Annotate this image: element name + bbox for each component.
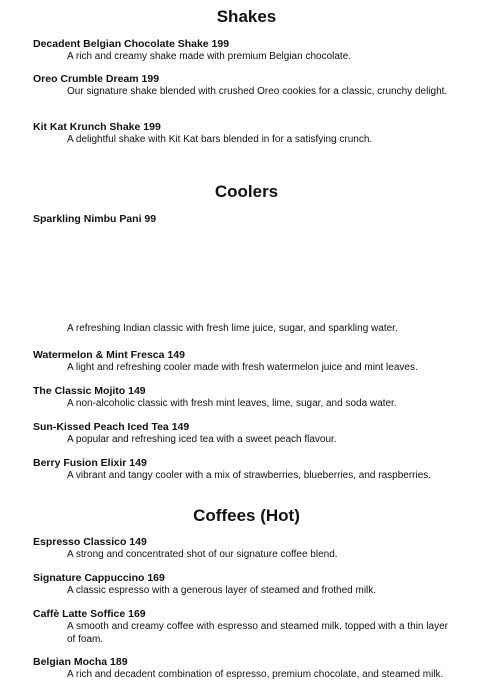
section-title-coffees-hot: Coffees (Hot) [193,506,300,525]
item-name: Espresso Classico 149 [33,536,147,548]
item-description: Our signature shake blended with crushed Oreo cookies for a classic, crunchy delight. [67,86,448,97]
menu-item [33,536,448,562]
item-name: Berry Fusion Elixir 149 [33,457,147,469]
item-name: Watermelon & Mint Fresca 149 [33,349,185,361]
section-title-coolers: Coolers [214,182,279,201]
item-description: A classic espresso with a generous layer of steamed and frothed milk. [67,585,377,596]
item-name: Sparkling Nimbu Pani 99 [33,213,157,225]
item-description: A light and refreshing cooler made with fresh watermelon juice and mint leaves. [67,362,418,373]
item-description: A popular and refreshing iced tea with a sweet peach flavour. [67,434,337,445]
item-description: A rich and creamy shake made with premium Belgian chocolate. [67,51,352,62]
item-description: A non-alcoholic classic with fresh mint leaves, lime, sugar, and soda water. [67,398,397,409]
item-name: Caffè Latte Soffice 169 [33,608,146,620]
item-name: Belgian Mocha 189 [33,656,128,668]
item-name: Oreo Crumble Dream 199 [33,73,160,85]
menu-item [33,656,448,682]
item-description: A strong and concentrated shot of our signature coffee blend. [67,549,338,560]
item-name: Signature Cappuccino 169 [33,572,165,584]
item-description: A vibrant and tangy cooler with a mix of strawberries, blueberries, and raspberries. [67,470,432,481]
item-name: The Classic Mojito 149 [33,385,146,397]
menu-item [33,608,448,646]
item-description: A delightful shake with Kit Kat bars blended in for a satisfying crunch. [67,134,373,145]
menu-item [33,121,448,147]
menu-item [33,349,448,375]
item-name: Decadent Belgian Chocolate Shake 199 [33,38,230,50]
menu-item [33,457,448,483]
section-title-shakes: Shakes [216,7,277,26]
menu-item [33,38,448,64]
menu-item [33,213,448,336]
menu-item [33,73,448,99]
item-description: A rich and decadent combination of espresso, premium chocolate, and steamed milk. [67,669,444,680]
menu-item [33,572,448,598]
item-description: A refreshing Indian classic with fresh lime juice, sugar, and sparkling water. [67,323,398,334]
item-name: Sun-Kissed Peach Iced Tea 149 [33,421,190,433]
menu-item [33,385,448,411]
item-description: A smooth and creamy coffee with espresso and steamed milk, topped with a thin layer of foam. [67,621,448,645]
menu-item [33,421,448,447]
item-name: Kit Kat Krunch Shake 199 [33,121,161,133]
